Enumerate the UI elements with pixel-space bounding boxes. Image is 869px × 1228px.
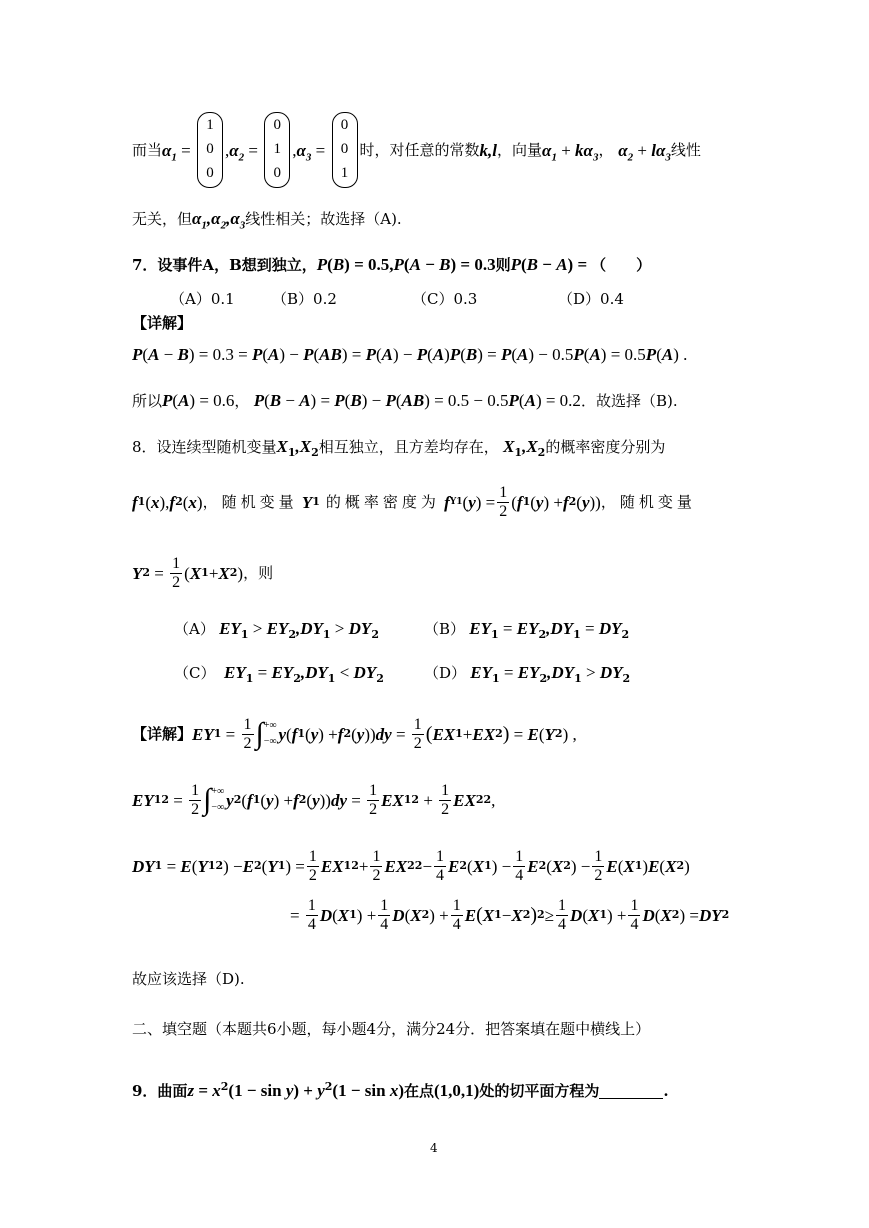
q8-option-c: （C） $EY_1 = EY_2,DY_1 < DY_2$ (174, 663, 384, 685)
q7-derivation: P(A − B) = 0.3 = P(A) − P(AB) = P(A) − P(A)P(B) = P(A) − 0.5P(A) = 0.5P(A) . (132, 345, 688, 364)
q7-option-c: （C）0.3 (412, 290, 478, 308)
answer-blank[interactable] (599, 1083, 663, 1099)
detail-label-q7: 【详解】 (132, 314, 193, 332)
vector-1: 1 0 0 (197, 112, 223, 188)
section-2-heading: 二、填空题（本题共6小题，每小题4分，满分24分．把答案填在题中横线上） (132, 1020, 651, 1038)
question-8-line3: Y 2 = $\frac{1}{2}$ ( X 1 + X 2 ) ，则 (132, 554, 274, 591)
question-9: 9．曲面$z = x^2(1 - \sin y) + y^2(1 - \sin x)$在点(1,0,1)处的切平面方程为 . (132, 1080, 669, 1100)
question-7: 7．设事件A，B想到独立，P(B) = 0.5,P(A − B) = 0.3则P(B − A) = （ ） (132, 255, 652, 274)
line-linear-dependence: 无关，但$\alpha_1,\alpha_2,\alpha_3$线性相关；故选择（A). (132, 209, 402, 232)
q8-detail-line1: 【详解】 EY 1 = $\frac{1}{2}$ ∫ +∞ −∞ y ( f 1 ( y ) + f 2 ( y )) dy = $\frac{1}{2}$ ( EX 1 + EX 2 ) = E ( Y 2 ) , (132, 715, 577, 752)
q7-conclusion: 所以P(A) = 0.6， P(B − A) = P(B) − P(AB) = 0.5 − 0.5P(A) = 0.2．故选择（B). (132, 391, 678, 410)
line-alpha-vectors: 而当 $\alpha_1$ = 1 0 0 , $\alpha_2$ = 0 1 0 , $\alpha_3$ = 0 0 1 时，对任意的常数 k,l ，向量 $\alpha_1$ + $k\alpha_3$ ， $\alpha_2$ + $l\alpha_3$ 线性 (132, 112, 701, 188)
question-8-line1: 8．设连续型随机变量$X_1,X_2$相互独立，且方差均存在， $X_1,X_2$的概率密度分别为 (132, 437, 666, 459)
q8-option-d: （D） $EY_1 = EY_2,DY_1 > DY_2$ (424, 663, 631, 685)
vector-3: 0 0 1 (332, 112, 358, 188)
q8-detail-line4: = $\frac{1}{4}$ D ( X 1 ) + $\frac{1}{4}$ D ( X 2 ) + $\frac{1}{4}$ E ( X 1 − X 2 ) 2 ≥ $\frac{1}{4}$ D ( X 1 ) + $\frac{1}{4}$ D ( X 2 ) = DY 2 (290, 896, 730, 933)
q7-option-b: （B）0.2 (272, 290, 337, 308)
q7-option-a: （A）0.1 (170, 290, 235, 308)
q8-detail-line2: EY 1 2 = $\frac{1}{2}$ ∫ +∞ −∞ y 2 ( f 1 ( y ) + f 2 ( y )) dy = $\frac{1}{2}$ EX 1 2 + $\frac{1}{2}$ EX 2 2 , (132, 781, 496, 818)
q8-option-a: （A） $EY_1 > EY_2,DY_1 > DY_2$ (174, 619, 379, 641)
q8-conclusion: 故应该选择（D). (132, 970, 245, 988)
question-8-line2: f 1 ( x ), f 2 ( x ) ，随机变量 Y 1 的概率密度为 f Y1 ( y ) = $\frac{1}{2}$ ( f 1 ( y ) + f 2 ( y )) ，随机变量 (132, 483, 696, 520)
page-number: 4 (430, 1141, 438, 1155)
q8-option-b: （B） $EY_1 = EY_2,DY_1 = DY_2$ (424, 619, 630, 641)
q7-option-d: （D）0.4 (558, 290, 624, 308)
vector-2: 0 1 0 (264, 112, 290, 188)
q8-detail-line3: DY 1 = E ( Y 1 2 ) − E 2 ( Y 1 ) = $\frac{1}{2}$ EX 1 2 + $\frac{1}{2}$ EX 2 2 − $\frac{1}{4}$ E 2 ( X 1 ) − $\frac{1}{4}$ E 2 ( X 2 ) − $\frac{1}{2}$ E ( X 1 ) E ( X 2 ) (132, 847, 690, 884)
line1-prefix: 而当 (132, 140, 163, 159)
